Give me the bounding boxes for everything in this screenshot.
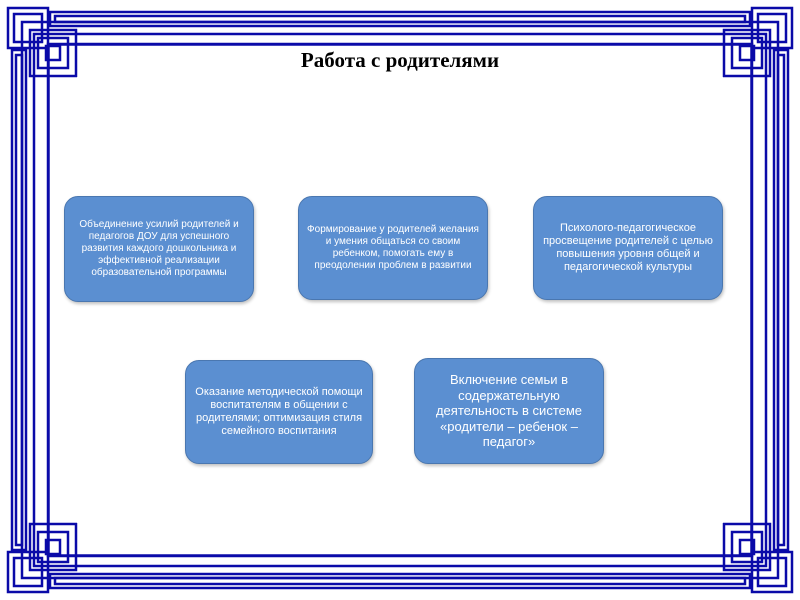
box-methodical-help <box>185 360 373 464</box>
box-unite-efforts <box>64 196 254 302</box>
box-methodical-help-text: Оказание методической помощи воспитателям в общении с родителями; оптимизация стиля семейного воспитания <box>195 385 363 438</box>
box-psych-education <box>533 196 723 300</box>
slide-title: Работа с родителями <box>300 48 500 72</box>
box-family-inclusion <box>414 358 604 464</box>
box-family-inclusion-text: Включение семьи в содержательную деятельность в системе «родители – ребенок – педагог» <box>435 372 583 450</box>
box-unite-efforts-text: Объединение усилий родителей и педагогов ДОУ для успешного развития каждого дошкольника и эффективной реализации образовательной программы <box>79 219 239 278</box>
box-communication-skills <box>298 196 488 300</box>
box-psych-education-text: Психолого-педагогическое просвещение родителей с целью повышения уровня общей и педагогической культуры <box>543 221 713 274</box>
box-communication-skills-text: Формирование у родителей желания и умения общаться со своим ребенком, помогать ему в преодолении проблем в развитии <box>307 224 479 271</box>
